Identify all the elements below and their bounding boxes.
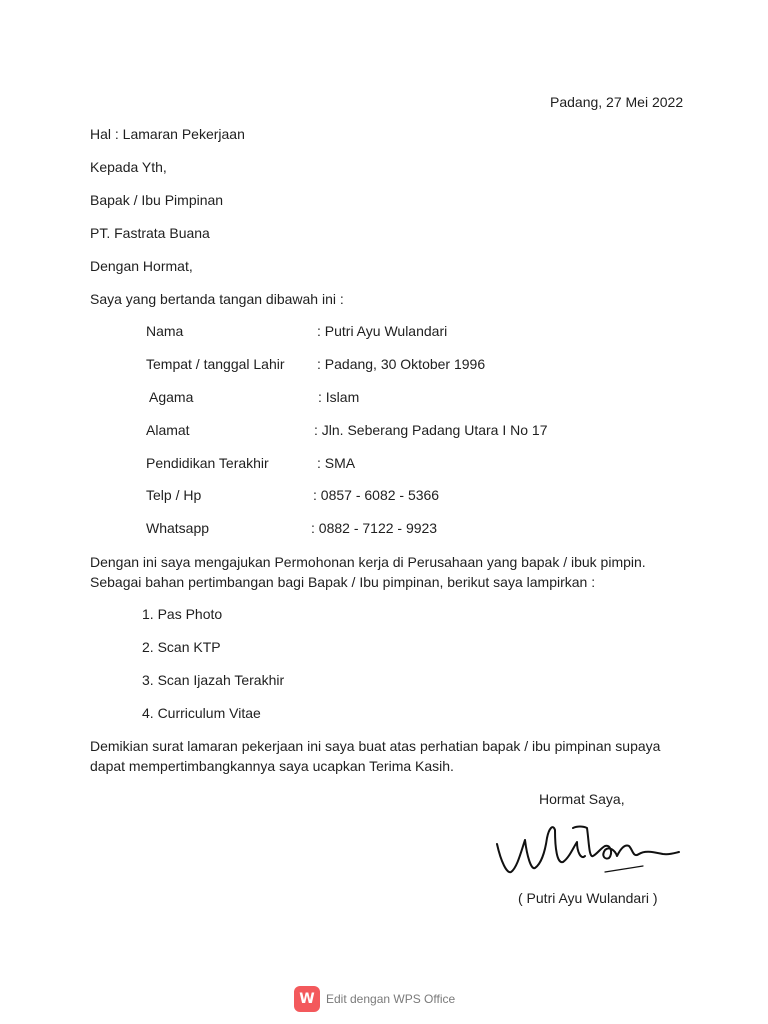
detail-label: Nama xyxy=(146,323,184,339)
signatory-name: ( Putri Ayu Wulandari ) xyxy=(518,890,658,906)
handwritten-signature xyxy=(493,818,683,880)
detail-label: Telp / Hp xyxy=(146,487,202,503)
wps-footer[interactable] xyxy=(294,985,455,1013)
salutation: Dengan Hormat, xyxy=(90,258,193,274)
recipient-name: Bapak / Ibu Pimpinan xyxy=(90,192,224,208)
letter-date: Padang, 27 Mei 2022 xyxy=(550,94,684,110)
body-line: Sebagai bahan pertimbangan bagi Bapak / Ibu pimpinan, berikut saya lampirkan : xyxy=(90,574,596,590)
attachment-item: 3. Scan Ijazah Terakhir xyxy=(142,672,285,688)
detail-value: : Islam xyxy=(318,389,360,405)
detail-label: Tempat / tanggal Lahir xyxy=(146,356,285,372)
detail-label: Whatsapp xyxy=(146,520,210,536)
letter-subject: Hal : Lamaran Pekerjaan xyxy=(90,126,245,142)
detail-value: : Padang, 30 Oktober 1996 xyxy=(317,356,486,372)
closing-line: Demikian surat lamaran pekerjaan ini saya buat atas perhatian bapak / ibu pimpinan supaya xyxy=(90,738,661,754)
body-paragraph xyxy=(90,552,690,592)
recipient-greeting: Kepada Yth, xyxy=(90,159,167,175)
detail-label: Alamat xyxy=(146,422,190,438)
detail-value: : SMA xyxy=(317,455,356,471)
detail-value: : 0857 - 6082 - 5366 xyxy=(313,487,440,503)
closing-paragraph xyxy=(90,736,690,776)
attachment-item: 1. Pas Photo xyxy=(142,606,223,622)
intro-text: Saya yang bertanda tangan dibawah ini : xyxy=(90,291,344,307)
footer-text[interactable]: Edit dengan WPS Office xyxy=(326,992,456,1006)
sign-off: Hormat Saya, xyxy=(539,791,625,807)
recipient-company: PT. Fastrata Buana xyxy=(90,225,210,241)
detail-value: : Jln. Seberang Padang Utara I No 17 xyxy=(314,422,548,438)
detail-value: : Putri Ayu Wulandari xyxy=(317,323,448,339)
wps-office-icon: W xyxy=(294,986,320,1012)
body-line: Dengan ini saya mengajukan Permohonan kerja di Perusahaan yang bapak / ibuk pimpin. xyxy=(90,554,646,570)
detail-label: Agama xyxy=(149,389,194,405)
closing-line: dapat mempertimbangkannya saya ucapkan Terima Kasih. xyxy=(90,758,454,774)
detail-value: : 0882 - 7122 - 9923 xyxy=(311,520,438,536)
detail-label: Pendidikan Terakhir xyxy=(146,455,269,471)
attachment-item: 4. Curriculum Vitae xyxy=(142,705,261,721)
attachment-item: 2. Scan KTP xyxy=(142,639,221,655)
